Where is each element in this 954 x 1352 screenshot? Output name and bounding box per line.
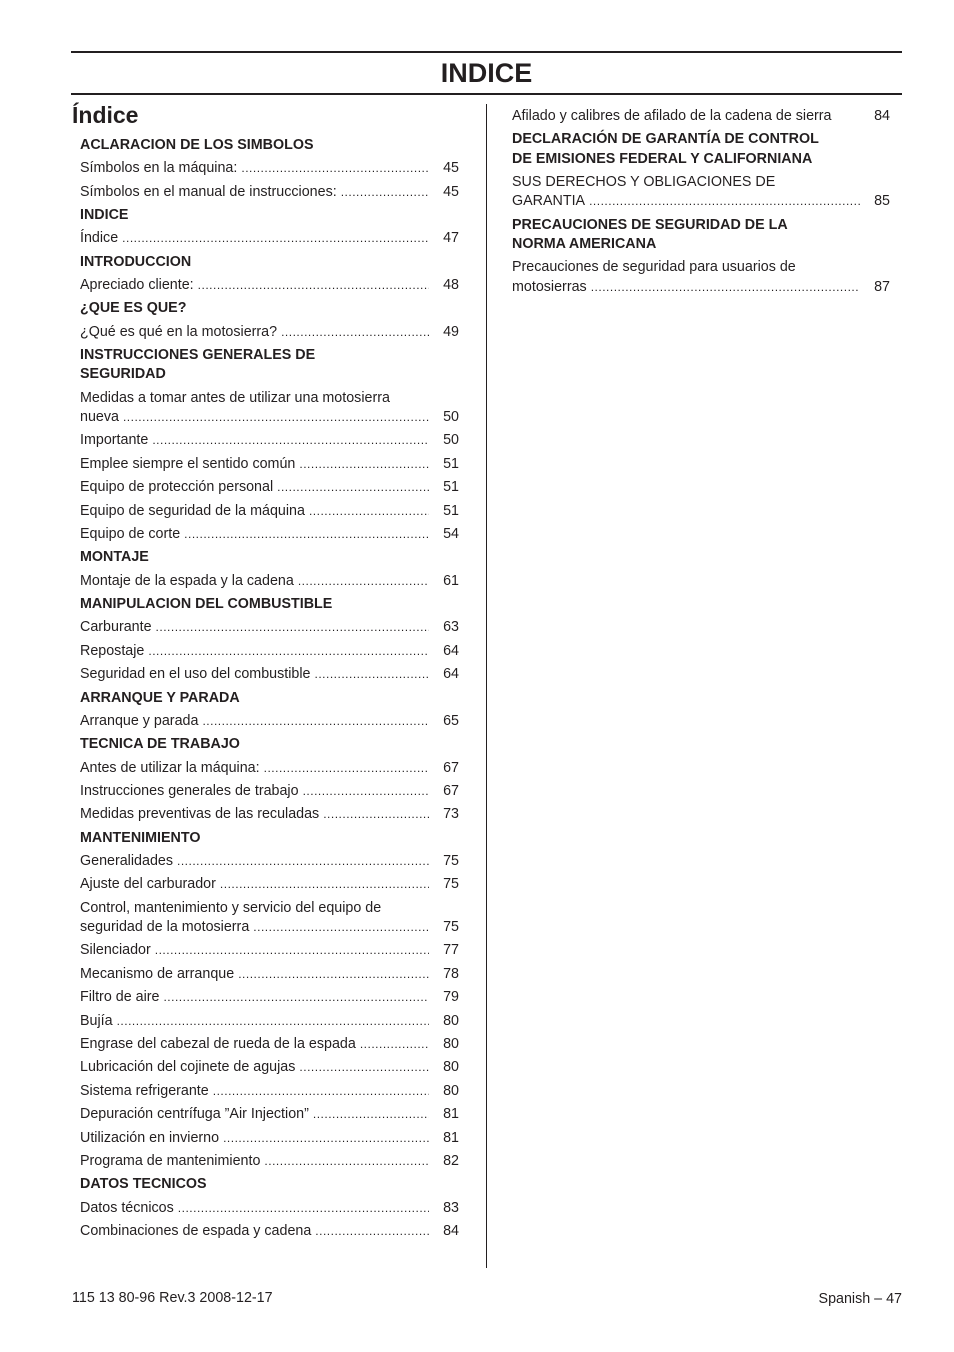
toc-entry-row: [80, 229, 459, 248]
toc-dot-leader: [299, 455, 429, 474]
toc-entry-row: [80, 1129, 459, 1148]
toc-page-number: 50: [443, 432, 459, 449]
toc-page-number: 45: [443, 183, 459, 200]
toc-entry-row: [80, 712, 459, 731]
toc-entry-title: Programa de mantenimiento: [80, 1152, 261, 1169]
toc-entry[interactable]: [80, 502, 459, 521]
toc-page-number: 67: [443, 782, 459, 799]
toc-dot-leader: [152, 431, 429, 450]
toc-entry-title: Depuración centrífuga ”Air Injection”: [80, 1106, 309, 1123]
toc-section-heading-line: ACLARACION DE LOS SIMBOLOS: [80, 137, 314, 153]
toc-dot-leader: [163, 988, 429, 1007]
toc-entry[interactable]: [80, 525, 459, 544]
toc-dot-leader: [264, 1152, 429, 1171]
toc-entry[interactable]: [80, 323, 459, 342]
toc-dot-leader: [591, 278, 860, 297]
toc-dot-leader: [123, 408, 429, 427]
toc-entry[interactable]: [80, 988, 459, 1007]
toc-entry[interactable]: [80, 1222, 459, 1241]
toc-entry-row: [80, 618, 459, 637]
toc-section-heading: [80, 136, 459, 155]
toc-right-column: [512, 107, 890, 301]
toc-page-number: 73: [443, 806, 459, 823]
toc-page-number: 84: [874, 108, 890, 124]
toc-entry[interactable]: [80, 1199, 459, 1218]
toc-entry[interactable]: [80, 1035, 459, 1054]
toc-dot-leader: [303, 782, 429, 801]
toc-section-heading: [80, 829, 459, 848]
page-title: Índice: [72, 102, 139, 128]
toc-page-number: 80: [443, 1082, 459, 1099]
toc-entry-title: Bujía: [80, 1012, 113, 1029]
toc-dot-leader: [315, 1222, 429, 1241]
toc-section-heading-line: NORMA AMERICANA: [512, 235, 657, 252]
toc-entry-row: [80, 323, 459, 342]
toc-page-number: 83: [443, 1199, 459, 1216]
column-divider: [486, 104, 487, 1268]
toc-entry[interactable]: [80, 759, 459, 778]
toc-entry[interactable]: [80, 712, 459, 731]
toc-entry-row: [512, 107, 890, 126]
toc-entry-row: [80, 276, 459, 295]
toc-dot-leader: [202, 712, 429, 731]
toc-dot-leader: [309, 502, 429, 521]
toc-entry-title: Datos técnicos: [80, 1199, 174, 1216]
toc-section-heading: [80, 548, 459, 567]
toc-entry[interactable]: [80, 805, 459, 824]
toc-entry-row: [80, 1082, 459, 1101]
toc-entry[interactable]: [80, 1129, 459, 1148]
toc-entry-row: [80, 478, 459, 497]
toc-entry-row: [80, 502, 459, 521]
toc-page-number: 48: [443, 277, 459, 294]
toc-entry[interactable]: [80, 455, 459, 474]
toc-section-heading-line: DATOS TECNICOS: [80, 1176, 207, 1193]
toc-page-number: 87: [874, 278, 890, 295]
toc-entry[interactable]: [80, 1082, 459, 1101]
toc-page-number: 78: [443, 965, 459, 982]
toc-entry-row: [80, 965, 459, 984]
toc-section-heading: [512, 130, 890, 169]
toc-dot-leader: [156, 618, 429, 637]
toc-entry-title: Sistema refrigerante: [80, 1082, 209, 1099]
toc-entry-title: Repostaje: [80, 642, 145, 659]
toc-page-number: 77: [443, 942, 459, 959]
toc-entry[interactable]: [80, 431, 459, 450]
toc-section-heading-line: INTRODUCCION: [80, 253, 192, 270]
toc-entry-row: [512, 278, 890, 297]
toc-page-number: 61: [443, 572, 459, 589]
toc-dot-leader: [299, 1058, 429, 1077]
toc-entry[interactable]: [80, 875, 459, 894]
toc-entry-title: Instrucciones generales de trabajo: [80, 782, 299, 799]
toc-entry-line: Medidas a tomar antes de utilizar una motosierra: [80, 389, 390, 406]
toc-entry-row: [80, 1105, 459, 1124]
toc-entry-title: Lubricación del cojinete de agujas: [80, 1059, 296, 1076]
toc-entry-title: Filtro de aire: [80, 989, 160, 1006]
toc-page-number: 63: [443, 619, 459, 636]
toc-entry-line: SUS DERECHOS Y OBLIGACIONES DE: [512, 173, 776, 190]
toc-entry-title: GARANTIA: [512, 193, 586, 210]
toc-entry-row: [80, 572, 459, 591]
toc-entry-title: seguridad de la motosierra: [80, 919, 250, 936]
toc-entry[interactable]: [512, 173, 890, 212]
toc-page-number: 49: [443, 323, 459, 340]
toc-entry-row: [80, 1222, 459, 1241]
toc-entry[interactable]: [80, 899, 459, 938]
toc-entry-title: nueva: [80, 409, 119, 426]
toc-entry-line: Control, mantenimiento y servicio del equipo de: [80, 899, 382, 916]
toc-entry[interactable]: [80, 389, 459, 428]
toc-dot-leader: [277, 478, 429, 497]
toc-dot-leader: [323, 805, 429, 824]
toc-page-number: 64: [443, 642, 459, 659]
toc-page-number: 51: [443, 479, 459, 496]
footer-page-label: Spanish – 47: [818, 1291, 902, 1307]
toc-section-heading-line: PRECAUCIONES DE SEGURIDAD DE LA: [512, 216, 788, 233]
toc-dot-leader: [281, 323, 429, 342]
toc-dot-leader: [117, 1012, 429, 1031]
toc-section-heading-line: DECLARACIÓN DE GARANTÍA DE CONTROL: [512, 131, 819, 148]
toc-section-heading: [512, 216, 890, 255]
toc-section-heading-line: MANTENIMIENTO: [80, 829, 201, 846]
toc-page-number: 65: [443, 712, 459, 729]
toc-entry-row: [80, 1058, 459, 1077]
toc-entry-title: Engrase del cabezal de rueda de la espada: [80, 1036, 356, 1053]
toc-entry-row: [80, 1199, 459, 1218]
toc-page-number: 51: [443, 455, 459, 472]
toc-entry[interactable]: [80, 159, 459, 178]
toc-page-number: 80: [443, 1012, 459, 1029]
toc-entry-title: Equipo de corte: [80, 525, 181, 542]
toc-entry-row: [80, 159, 459, 178]
toc-section-heading-line: INSTRUCCIONES GENERALES DE: [80, 347, 316, 364]
toc-dot-leader: [178, 1199, 429, 1218]
toc-dot-leader: [155, 941, 429, 960]
toc-entry-title: Silenciador: [80, 942, 151, 959]
toc-entry[interactable]: [80, 572, 459, 591]
toc-section-heading: [80, 735, 459, 754]
toc-section-heading-line: DE EMISIONES FEDERAL Y CALIFORNIANA: [512, 150, 813, 167]
toc-section-heading: [80, 689, 459, 708]
toc-entry-title: Índice: [80, 230, 119, 247]
toc-entry[interactable]: [80, 665, 459, 684]
toc-entry-row: [80, 941, 459, 960]
toc-entry[interactable]: [80, 183, 459, 202]
toc-entry-row: [80, 431, 459, 450]
toc-entry-line: Precauciones de seguridad para usuarios de: [512, 259, 796, 276]
toc-dot-leader: [298, 572, 429, 591]
toc-dot-leader: [341, 183, 429, 202]
toc-section-heading-line: ¿QUE ES QUE?: [80, 300, 187, 317]
toc-entry[interactable]: [80, 1152, 459, 1171]
toc-dot-leader: [177, 852, 429, 871]
toc-entry-title: Antes de utilizar la máquina:: [80, 759, 260, 776]
toc-page-number: 54: [443, 525, 459, 542]
toc-page-number: 75: [443, 919, 459, 936]
toc-entry-title: ¿Qué es qué en la motosierra?: [80, 323, 278, 340]
toc-entry-title: Mecanismo de arranque: [80, 965, 235, 982]
toc-entry-row: [80, 805, 459, 824]
toc-dot-leader: [148, 642, 429, 661]
toc-entry-title: Símbolos en el manual de instrucciones:: [80, 183, 337, 200]
toc-entry[interactable]: [80, 965, 459, 984]
toc-entry-title: Medidas preventivas de las reculadas: [80, 806, 320, 823]
toc-page-number: 85: [874, 193, 890, 210]
toc-section-heading-line: TECNICA DE TRABAJO: [80, 736, 240, 753]
toc-entry-title: Emplee siempre el sentido común: [80, 455, 296, 472]
toc-entry-title: Símbolos en la máquina:: [80, 160, 238, 177]
toc-dot-leader: [198, 276, 429, 295]
toc-entry[interactable]: [80, 642, 459, 661]
toc-dot-leader: [184, 525, 429, 544]
toc-page-number: 45: [443, 160, 459, 177]
toc-page-number: 75: [443, 876, 459, 893]
footer-doc-number: 115 13 80-96 Rev.3 2008-12-17: [72, 1290, 273, 1306]
toc-entry[interactable]: [80, 941, 459, 960]
toc-section-heading: [80, 346, 459, 385]
toc-dot-leader: [313, 1105, 429, 1124]
toc-entry-row: [80, 988, 459, 1007]
toc-entry[interactable]: [80, 782, 459, 801]
toc-dot-leader: [213, 1082, 429, 1101]
toc-entry-row: [80, 759, 459, 778]
toc-section-heading: [80, 253, 459, 272]
toc-entry-title: Arranque y parada: [80, 712, 199, 729]
toc-page-number: 50: [443, 409, 459, 426]
toc-entry-title: Afilado y calibres de afilado de la cadena de sierra: [512, 108, 832, 124]
toc-section-heading-line: SEGURIDAD: [80, 366, 166, 383]
toc-entry[interactable]: [80, 229, 459, 248]
toc-page-number: 79: [443, 989, 459, 1006]
toc-page-number: 51: [443, 502, 459, 519]
toc-entry-row: [80, 183, 459, 202]
toc-dot-leader: [589, 192, 860, 211]
toc-page-number: 81: [443, 1106, 459, 1123]
toc-left-column: [80, 136, 459, 1245]
toc-entry-title: Carburante: [80, 619, 152, 636]
toc-dot-leader: [360, 1035, 429, 1054]
toc-dot-leader: [253, 918, 429, 937]
toc-entry[interactable]: [512, 107, 890, 126]
toc-page-number: 80: [443, 1059, 459, 1076]
toc-section-heading: [80, 595, 459, 614]
toc-section-heading: [80, 299, 459, 318]
toc-entry-title: Montaje de la espada y la cadena: [80, 572, 294, 589]
toc-dot-leader: [238, 965, 429, 984]
toc-entry-title: Generalidades: [80, 852, 173, 869]
toc-page-number: 47: [443, 230, 459, 247]
toc-page-number: 82: [443, 1152, 459, 1169]
toc-entry-title: motosierras: [512, 278, 587, 295]
toc-entry[interactable]: [512, 258, 890, 297]
toc-entry[interactable]: [80, 478, 459, 497]
toc-entry-row: [80, 408, 459, 427]
toc-entry-row: [80, 1152, 459, 1171]
toc-page-number: 81: [443, 1129, 459, 1146]
toc-entry-row: [80, 918, 459, 937]
toc-entry-row: [80, 1012, 459, 1031]
header-title: INDICE: [440, 58, 533, 88]
toc-page-number: 75: [443, 852, 459, 869]
toc-entry-title: Equipo de seguridad de la máquina: [80, 502, 305, 519]
toc-dot-leader: [223, 1129, 429, 1148]
toc-section-heading: [80, 206, 459, 225]
toc-section-heading-line: INDICE: [80, 207, 129, 224]
toc-entry-title: Equipo de protección personal: [80, 479, 274, 496]
toc-dot-leader: [220, 875, 429, 894]
toc-entry[interactable]: [80, 1058, 459, 1077]
toc-entry-row: [80, 852, 459, 871]
toc-section-heading: [80, 1175, 459, 1194]
toc-section-heading-line: MONTAJE: [80, 549, 149, 566]
toc-dot-leader: [264, 759, 429, 778]
toc-entry-row: [512, 192, 890, 211]
toc-dot-leader: [315, 665, 430, 684]
toc-entry[interactable]: [80, 1105, 459, 1124]
toc-entry-title: Seguridad en el uso del combustible: [80, 666, 311, 683]
toc-entry-row: [80, 525, 459, 544]
toc-entry[interactable]: [80, 618, 459, 637]
toc-entry-row: [80, 665, 459, 684]
header-bottom-rule: [71, 93, 902, 95]
toc-entry-title: Combinaciones de espada y cadena: [80, 1223, 312, 1240]
toc-entry-title: Ajuste del carburador: [80, 876, 216, 893]
toc-entry[interactable]: [80, 852, 459, 871]
toc-page-number: 84: [443, 1223, 459, 1240]
toc-entry[interactable]: [80, 276, 459, 295]
toc-section-heading-line: ARRANQUE Y PARADA: [80, 689, 240, 706]
toc-entry-row: [80, 642, 459, 661]
toc-entry-row: [80, 875, 459, 894]
toc-dot-leader: [122, 229, 429, 248]
toc-entry-row: [80, 455, 459, 474]
toc-entry-row: [80, 1035, 459, 1054]
toc-page-number: 80: [443, 1036, 459, 1053]
toc-entry-title: Importante: [80, 432, 149, 449]
toc-page-number: 64: [443, 666, 459, 683]
toc-entry-title: Apreciado cliente:: [80, 277, 194, 294]
toc-section-heading-line: MANIPULACION DEL COMBUSTIBLE: [80, 596, 333, 613]
toc-entry[interactable]: [80, 1012, 459, 1031]
toc-dot-leader: [241, 159, 429, 178]
toc-entry-row: [80, 782, 459, 801]
toc-page-number: 67: [443, 759, 459, 776]
toc-entry-title: Utilización en invierno: [80, 1129, 220, 1146]
